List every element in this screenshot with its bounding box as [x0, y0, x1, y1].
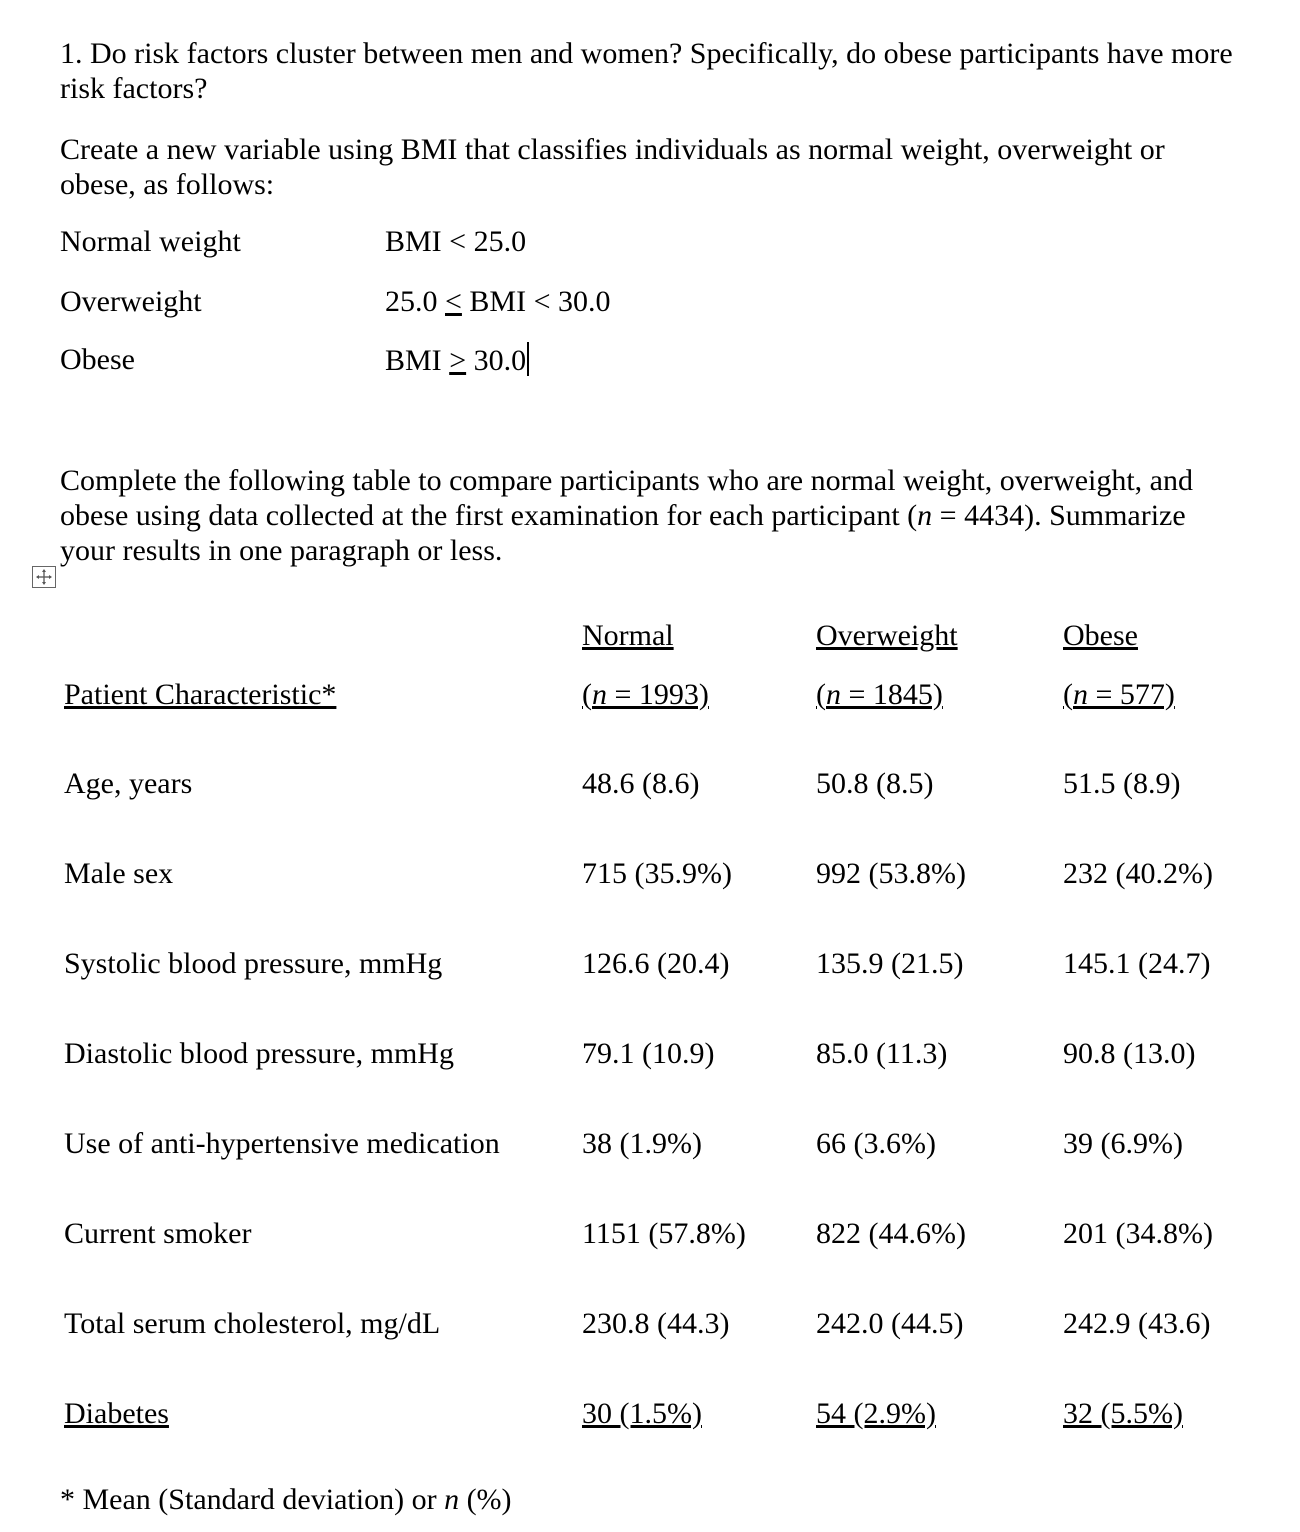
column-header-normal: Normal	[582, 619, 674, 652]
cell-normal: 230.8 (44.3)	[582, 1307, 730, 1340]
row-label: Systolic blood pressure, mmHg	[64, 947, 443, 980]
row-label: Diabetes	[64, 1397, 169, 1430]
instruction-text: Create a new variable using BMI that classifies individuals as normal weight, overweight or obese, as follows:	[60, 133, 1165, 201]
row-label: Use of anti-hypertensive medication	[64, 1127, 500, 1160]
question-number: 1.	[60, 37, 83, 70]
cell-overweight: 85.0 (11.3)	[816, 1037, 948, 1070]
cell-obese: 32 (5.5%)	[1063, 1397, 1183, 1430]
cell-obese: 242.9 (43.6)	[1063, 1307, 1211, 1340]
row-label: Current smoker	[64, 1217, 252, 1250]
cell-overweight: 242.0 (44.5)	[816, 1307, 964, 1340]
cell-normal: 79.1 (10.9)	[582, 1037, 715, 1070]
column-n-overweight: (n = 1845)	[816, 678, 943, 711]
row-label: Diastolic blood pressure, mmHg	[64, 1037, 454, 1070]
cell-obese: 90.8 (13.0)	[1063, 1037, 1196, 1070]
bmi-criterion: BMI > 30.0	[385, 342, 529, 378]
cell-normal: 715 (35.9%)	[582, 857, 732, 890]
cell-overweight: 66 (3.6%)	[816, 1127, 936, 1160]
cell-overweight: 50.8 (8.5)	[816, 767, 934, 800]
row-label: Total serum cholesterol, mg/dL	[64, 1307, 441, 1340]
cell-overweight: 822 (44.6%)	[816, 1217, 966, 1250]
column-header-overweight: Overweight	[816, 619, 958, 652]
cell-normal: 38 (1.9%)	[582, 1127, 702, 1160]
cell-obese: 145.1 (24.7)	[1063, 947, 1211, 980]
question-text: Do risk factors cluster between men and women? Specifically, do obese participants have more risk factors?	[60, 37, 1233, 105]
bmi-label: Obese	[60, 343, 135, 376]
cell-overweight: 54 (2.9%)	[816, 1397, 936, 1430]
bmi-criterion: 25.0 < BMI < 30.0	[385, 285, 611, 318]
cell-normal: 48.6 (8.6)	[582, 767, 700, 800]
table-footnote: * Mean (Standard deviation) or n (%)	[60, 1483, 512, 1516]
cell-overweight: 992 (53.8%)	[816, 857, 966, 890]
cell-obese: 201 (34.8%)	[1063, 1217, 1213, 1250]
bmi-criterion: BMI < 25.0	[385, 225, 527, 258]
row-label: Age, years	[64, 767, 193, 800]
cell-obese: 51.5 (8.9)	[1063, 767, 1181, 800]
bmi-label: Overweight	[60, 285, 202, 318]
column-n-normal: (n = 1993)	[582, 678, 709, 711]
cell-obese: 39 (6.9%)	[1063, 1127, 1183, 1160]
cell-obese: 232 (40.2%)	[1063, 857, 1213, 890]
cell-overweight: 135.9 (21.5)	[816, 947, 964, 980]
column-n-obese: (n = 577)	[1063, 678, 1175, 711]
row-label: Male sex	[64, 857, 174, 890]
cell-normal: 30 (1.5%)	[582, 1397, 702, 1430]
column-header-obese: Obese	[1063, 619, 1138, 652]
column-header-characteristic: Patient Characteristic*	[64, 678, 337, 711]
table-move-handle-icon[interactable]	[32, 566, 56, 588]
task-text: Complete the following table to compare participants who are normal weight, overweight, and obese using data collected at the first examination for each participant (n = 4434). Summarize your results in one paragraph or less.	[60, 464, 1193, 567]
question	[60, 36, 1240, 106]
bmi-label: Normal weight	[60, 225, 241, 258]
cell-normal: 1151 (57.8%)	[582, 1217, 746, 1250]
text-cursor	[527, 342, 529, 376]
cell-normal: 126.6 (20.4)	[582, 947, 730, 980]
